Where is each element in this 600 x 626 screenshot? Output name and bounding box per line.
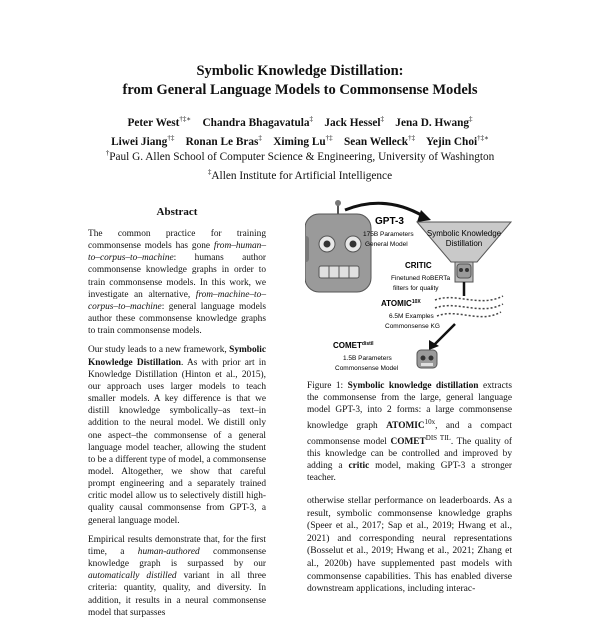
- text-run: The common practice for training commonsense models has gone: [88, 229, 266, 252]
- text-run: . The quality of this knowledge can be controlled and improved by adding a: [307, 437, 513, 472]
- text-run: model, making GPT-3 a stronger teacher.: [307, 461, 512, 484]
- caption-atomic: ATOMIC: [386, 421, 425, 432]
- bold-run: Symbolic Knowledge Distillation: [88, 345, 266, 368]
- gpt3-title: GPT-3: [375, 216, 404, 227]
- author: Yejin Choi: [425, 135, 478, 148]
- gpt3-robot-icon: [305, 200, 371, 292]
- abstract-heading: Abstract: [156, 206, 198, 218]
- figure-illustration: [305, 200, 515, 378]
- critic-sub1: Finetuned RoBERTa: [391, 275, 451, 282]
- author-mark: ‡: [380, 115, 384, 123]
- author: Sean Welleck: [343, 135, 409, 148]
- italic-run: from–machine–to–corpus–to–machine: [88, 289, 266, 312]
- funnel-line-1: Symbolic Knowledge: [426, 229, 502, 238]
- paper-title: [0, 62, 600, 100]
- atomic-title: $ATOMIC^{10X}$: [381, 299, 421, 308]
- affiliation-2: [0, 165, 600, 184]
- italic-run: human-authored: [137, 546, 200, 557]
- atomic-sub1: 6.5M Examples: [389, 313, 434, 320]
- author-mark: †‡: [325, 133, 333, 142]
- author: Ximing Lu: [273, 135, 326, 148]
- arrow-head-icon: [417, 210, 431, 222]
- atomic-sub2: Commonsense KG: [385, 323, 440, 330]
- caption-critic: critic: [348, 461, 370, 472]
- caption-sup: DIS TIL: [425, 434, 451, 443]
- figure-1: [305, 200, 515, 378]
- text-run: Empirical results demonstrate that, for the first time, a: [88, 534, 266, 557]
- author-mark: ‡: [469, 115, 473, 123]
- author-line-1: [0, 112, 600, 131]
- text-run: . As with prior art in Knowledge Distillation (Hinton et al., 2015), our approach uses larger models to teach smaller models. A key difference is that we distill knowledge symbolically–as text–in addition to the neural model. We distill only one aspect–the commonsense of a general language model teacher, allowing the student to be a different type of model, a commonsense model. Altogether, we show that careful prompt engineering and a separately trained critic model allow us to selectively distill high-quality causal commonsense from GPT-3, a general language model.: [88, 357, 267, 526]
- italic-run: from–human–to–corpus–to–machine: [88, 241, 266, 264]
- author-mark: †‡: [408, 133, 416, 142]
- funnel-line-2: Distillation: [445, 239, 483, 248]
- abstract-body: [88, 228, 266, 626]
- text-run: commonsense knowledge graph is surpassed by our: [88, 546, 266, 570]
- caption-sup: 10x: [424, 418, 436, 426]
- affiliations: [0, 146, 600, 184]
- text-run: , and a compact commonsense model: [307, 421, 512, 448]
- abstract-paragraph-2: [88, 344, 266, 526]
- figure-caption: [307, 380, 512, 484]
- author-mark: †‡∗: [477, 133, 489, 142]
- gpt3-sub1: 175B Parameters: [363, 231, 414, 238]
- critic-sub2: filters for quality: [393, 285, 439, 292]
- comet-robot-icon: [417, 350, 437, 368]
- critic-title: CRITIC: [405, 261, 432, 270]
- author-list: [0, 112, 600, 150]
- author: Liwei Jiang: [111, 135, 168, 148]
- affiliation-text: Allen Institute for Artificial Intelligence: [211, 169, 393, 182]
- comet-sub2: Commonsense Model: [335, 365, 399, 372]
- caption-bold: Symbolic knowledge distillation: [347, 381, 479, 391]
- affiliation-text: Paul G. Allen School of Computer Science & Engineering, University of Washington: [109, 150, 495, 163]
- text-run: : humans author commonsense knowledge graphs in order to train commonsense models. In this work, we investigate an alternative,: [88, 253, 266, 300]
- text-run: Our study leads to a new framework,: [88, 345, 230, 356]
- author-mark: ‡: [258, 133, 262, 142]
- affil-mark: †: [105, 149, 110, 157]
- abstract-paragraph-3: [88, 534, 266, 619]
- author: Chandra Bhagavatula: [202, 116, 310, 129]
- title-line-1: Symbolic Knowledge Distillation:: [196, 63, 404, 79]
- text-run: variant in all three criteria: quantity, quality, and diversity. In addition, it results in a neural commonsense model that surpasses: [88, 571, 266, 618]
- affiliation-1: [0, 146, 600, 165]
- italic-run: automatically distilled: [88, 571, 177, 582]
- body-text-right: otherwise stellar performance on leaderboards. As a result, symbolic commonsense knowledge graphs (Speer et al., 2017; Sap et al., 2019; Hwang et al., 2021) and corresponding neural representations (Bosselut et al., 2019; Hwang et al., 2021; Zhang et al., 2020b) have supplemented past models with commonsense capabilities. This has enabled diverse downstream applications, including interac-: [307, 495, 512, 595]
- critic-robot-icon: [457, 264, 471, 278]
- caption-comet: COMET: [390, 437, 426, 448]
- title-line-2: from General Language Models to Commonsense Models: [122, 82, 478, 98]
- author-mark: †‡∗: [179, 115, 192, 123]
- author: Jena D. Hwang: [395, 116, 470, 129]
- text-run: : general language models author these commonsense knowledge graphs to train commonsense models.: [88, 301, 266, 337]
- text-run: extracts the commonsense from the large, general language model GPT-3, into 2 forms: a large commonsense knowledge graph: [307, 381, 513, 432]
- comet-title: $COMET^{distil}$: [333, 341, 374, 350]
- author-mark: †‡: [167, 133, 175, 142]
- author: Ronan Le Bras: [185, 135, 259, 148]
- comet-sub1: 1.5B Parameters: [343, 355, 392, 362]
- author: Peter West: [127, 116, 180, 129]
- knowledge-graph-icon: [435, 296, 503, 317]
- abstract-paragraph-1: [88, 228, 266, 337]
- author-mark: ‡: [309, 115, 314, 123]
- affil-mark: ‡: [207, 167, 212, 176]
- gpt3-sub2: General Model: [365, 241, 408, 248]
- caption-label: Figure 1:: [307, 381, 348, 391]
- author: Jack Hessel: [324, 116, 381, 129]
